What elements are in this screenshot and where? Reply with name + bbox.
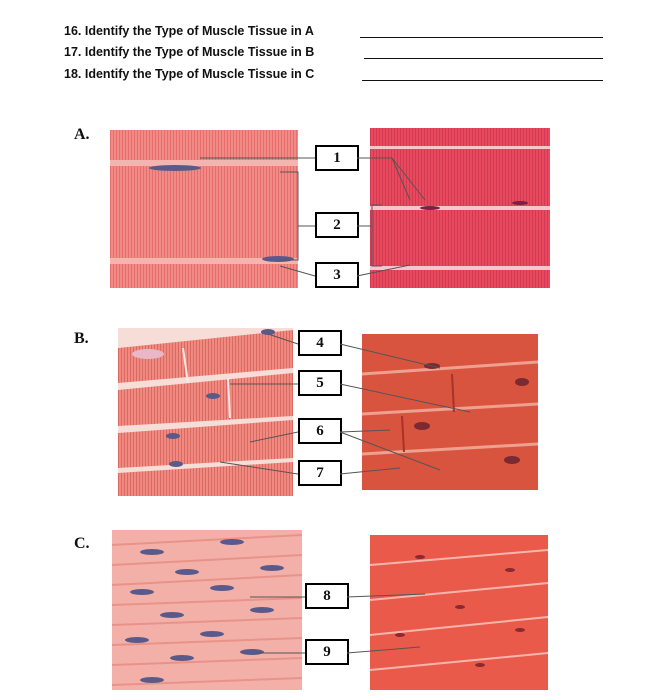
section-b-letter: B. xyxy=(74,330,89,347)
label-1: 1 xyxy=(315,145,359,171)
question-16-text: Identify the Type of Muscle Tissue in A xyxy=(84,24,314,38)
question-16 xyxy=(64,24,314,38)
question-17-text: Identify the Type of Muscle Tissue in B xyxy=(84,45,315,59)
label-3: 3 xyxy=(315,262,359,288)
question-18-text: Identify the Type of Muscle Tissue in C xyxy=(84,67,315,81)
section-a-letter: A. xyxy=(74,126,90,143)
answer-line-18[interactable] xyxy=(362,80,603,81)
smooth-photo xyxy=(370,535,548,690)
label-8: 8 xyxy=(305,583,349,609)
label-5: 5 xyxy=(298,370,342,396)
question-17 xyxy=(64,45,314,59)
label-2: 2 xyxy=(315,212,359,238)
label-4: 4 xyxy=(298,330,342,356)
question-18 xyxy=(64,67,314,81)
label-9: 9 xyxy=(305,639,349,665)
smooth-drawing xyxy=(112,530,302,690)
question-16-number: 16. xyxy=(64,24,82,38)
question-18-number: 18. xyxy=(64,67,82,81)
skeletal-drawing xyxy=(110,130,298,288)
answer-line-17[interactable] xyxy=(364,58,603,59)
section-c-letter: C. xyxy=(74,535,90,552)
question-17-number: 17. xyxy=(64,45,82,59)
cardiac-drawing xyxy=(118,328,293,496)
label-6: 6 xyxy=(298,418,342,444)
skeletal-photo xyxy=(370,128,550,288)
label-7: 7 xyxy=(298,460,342,486)
cardiac-photo xyxy=(362,334,538,490)
answer-line-16[interactable] xyxy=(360,37,603,38)
